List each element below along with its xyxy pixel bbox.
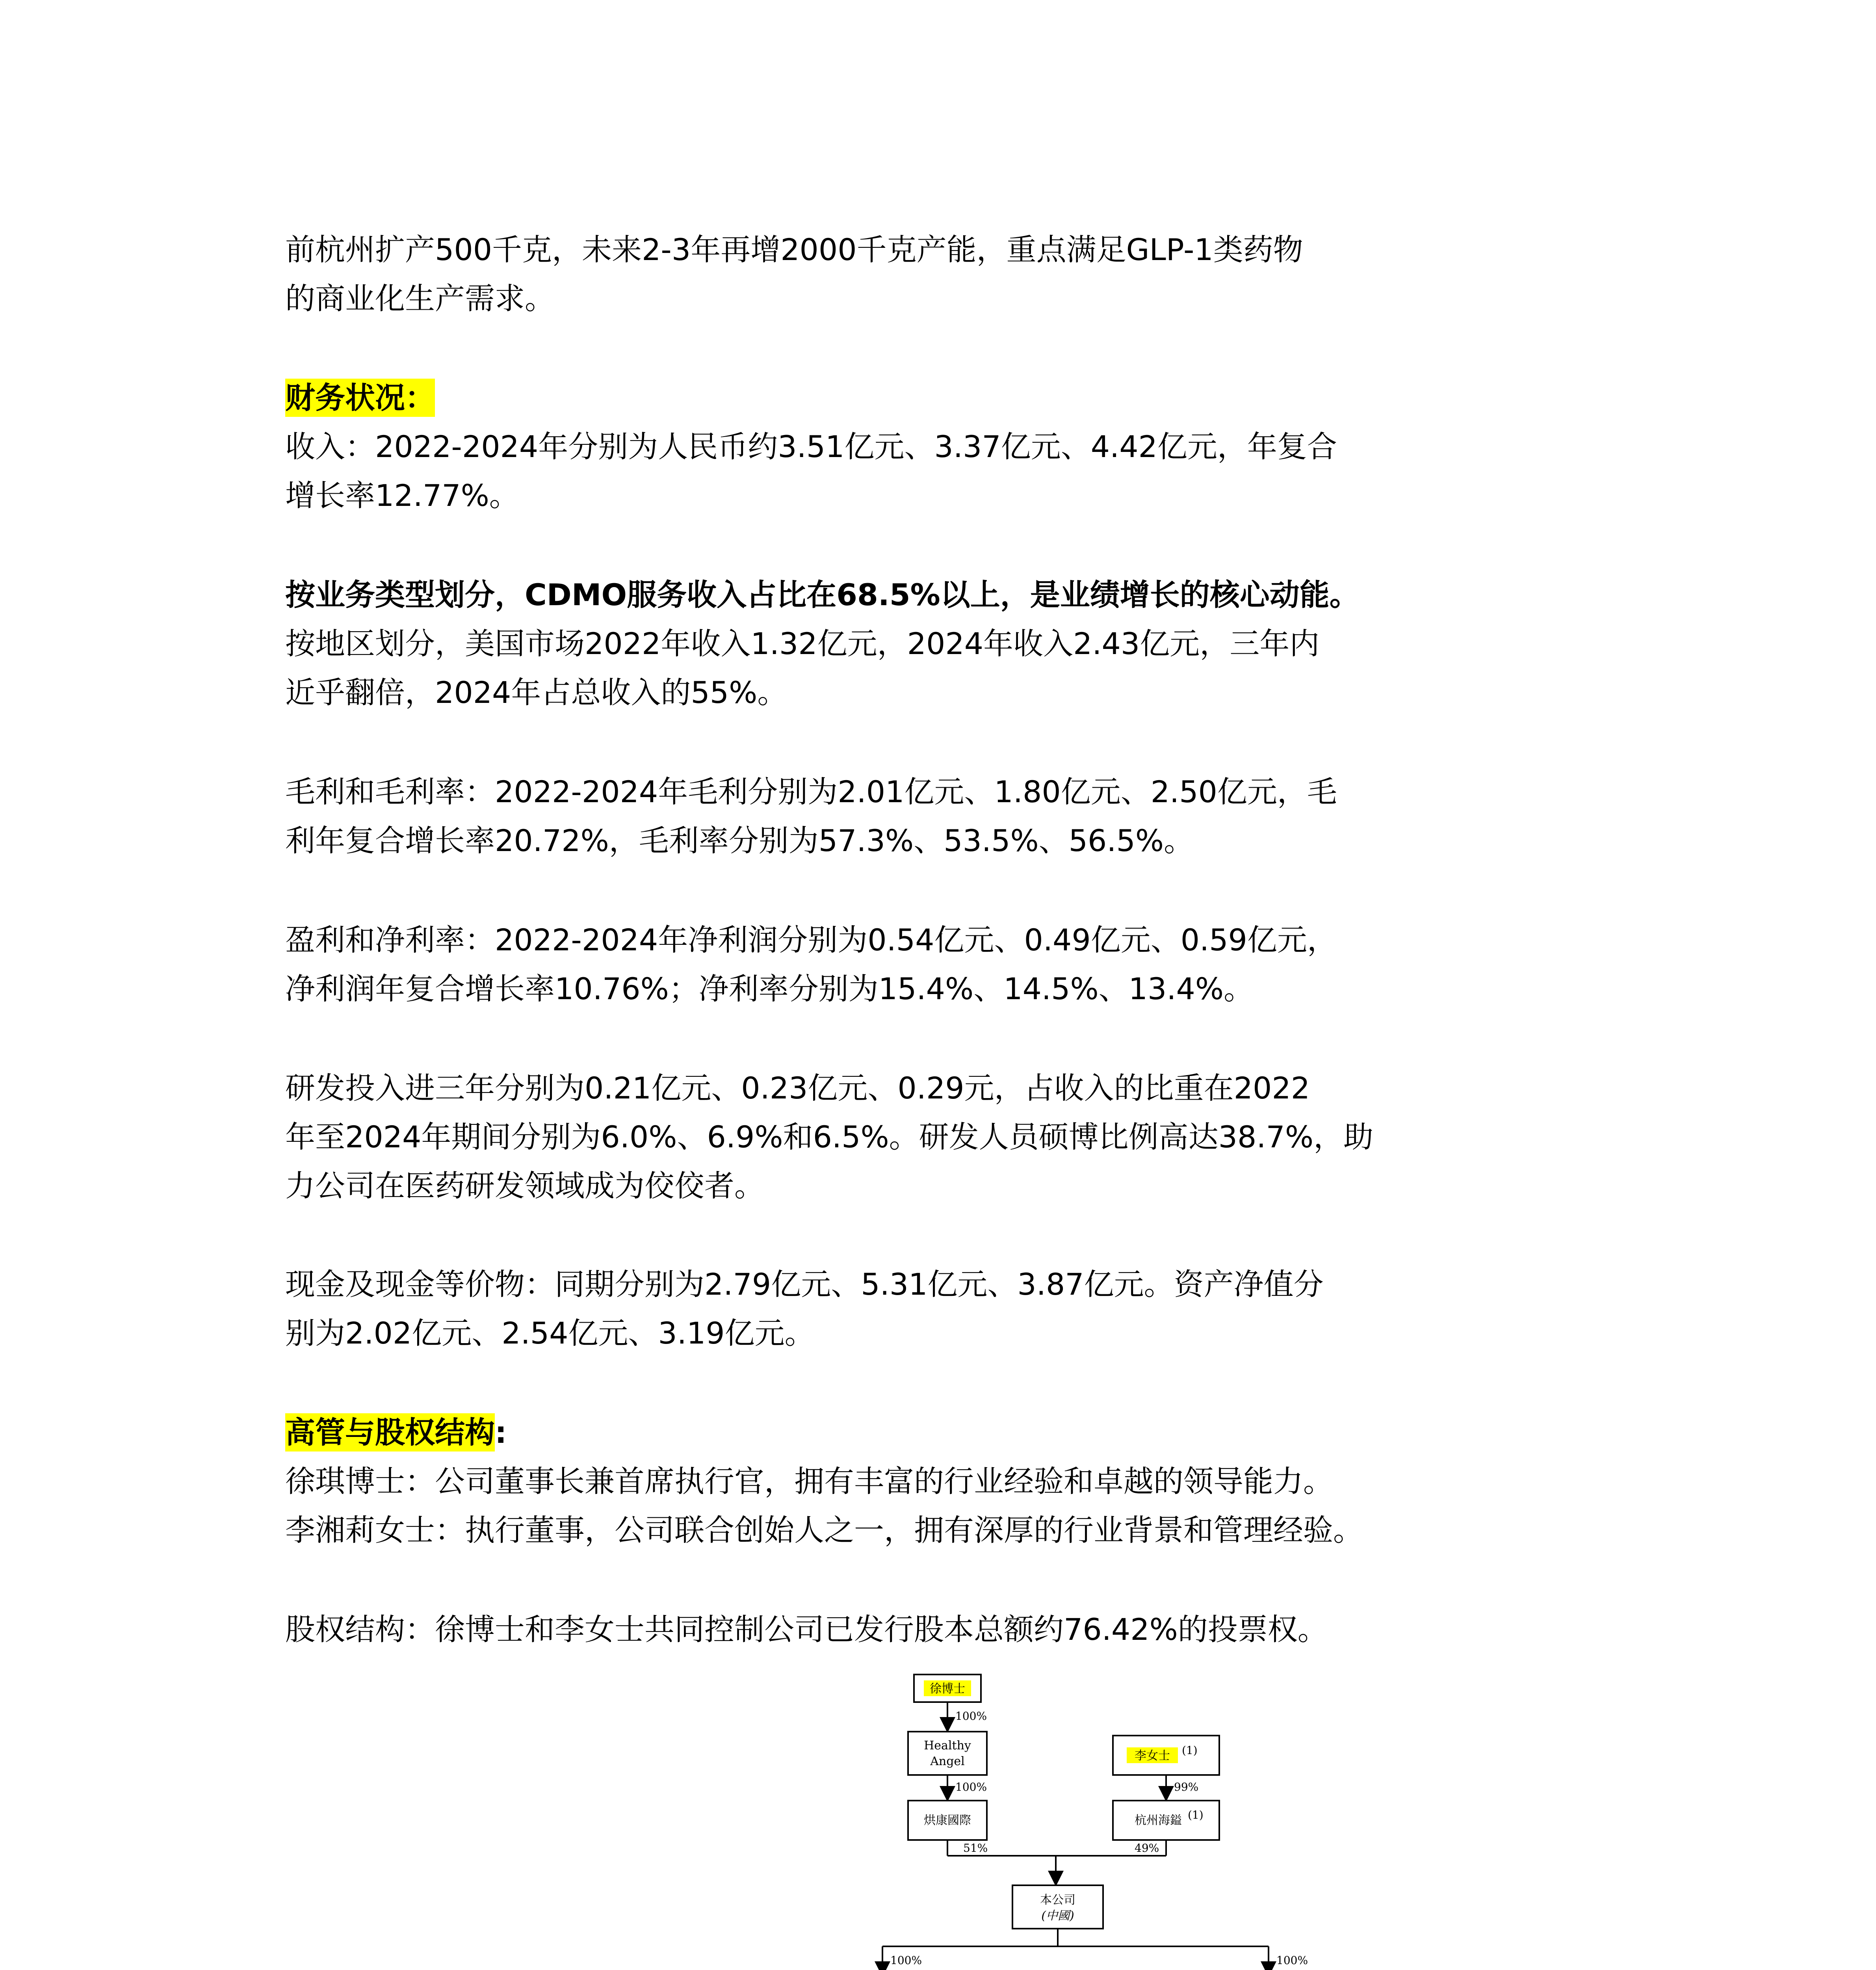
- company-loc: (中國): [1041, 1909, 1074, 1923]
- pct-51: 51%: [963, 1842, 988, 1855]
- hangzhou-haiyi-label: 杭州海鎰: [1135, 1814, 1182, 1827]
- segment-paragraph: 按业务类型划分，CDMO服务收入占比在68.5%以上，是业绩增长的核心动能。: [285, 577, 1360, 612]
- mgmt-heading: 高管与股权结构:: [285, 1408, 1601, 1457]
- zhongtai-pct: 100%: [890, 1954, 922, 1967]
- equity-paragraph: 股权结构：徐博士和李女士共同控制公司已发行股本总额约76.42%的投票权。: [285, 1612, 1328, 1647]
- gross-profit-paragraph: 毛利和毛利率：2022-2024年毛利分别为2.01亿元、1.80亿元、2.50亿元，毛 利年复合增长率20.72%，毛利率分别为57.3%、53.5%、56.5%。: [285, 774, 1337, 858]
- healthy-angel-label-2: Angel: [930, 1754, 965, 1768]
- healthy-angel-pct: 100%: [955, 1780, 987, 1793]
- xu-label: 徐博士: [930, 1682, 965, 1696]
- revenue-paragraph: 收入：2022-2024年分别为人民币约3.51亿元、3.37亿元、4.42亿元，年复合 增长率12.77%。: [285, 429, 1337, 513]
- healthy-angel-box: [908, 1732, 987, 1775]
- equity-structure-chart: [567, 1671, 1316, 1970]
- li-pct: 99%: [1174, 1780, 1199, 1793]
- cash-paragraph: 现金及现金等价物：同期分别为2.79亿元、5.31亿元、3.87亿元。资产净值分 别为2.02亿元、2.54亿元、3.19亿元。: [285, 1267, 1324, 1351]
- company-label: 本公司: [1040, 1893, 1075, 1907]
- rd-paragraph: 研发投入进三年分别为0.21亿元、0.23亿元、0.29元，占收入的比重在2022 年至2024年期间分别为6.0%、6.9%和6.5%。研发人员硕博比例高达38.7%，助 力公司在医药研发领域成为佼佼者。: [285, 1070, 1374, 1203]
- hangzhou-haiyi-note: (1): [1188, 1808, 1204, 1821]
- intro-paragraph: 前杭州扩产500千克，未来2-3年再增2000千克产能，重点满足GLP-1类药物 的商业化生产需求。: [285, 232, 1303, 316]
- li-label: 李女士: [1135, 1749, 1170, 1763]
- kangyong-pct: 100%: [1276, 1954, 1308, 1967]
- xu-pct: 100%: [955, 1710, 987, 1723]
- finance-heading: 财务状况：: [285, 374, 1601, 422]
- pct-49: 49%: [1135, 1842, 1159, 1855]
- li-note: (1): [1182, 1744, 1198, 1757]
- healthy-angel-label-1: Healthy: [924, 1739, 971, 1753]
- hongkang-label: 烘康國際: [924, 1814, 971, 1827]
- region-paragraph: 按地区划分，美国市场2022年收入1.32亿元，2024年收入2.43亿元，三年内 近乎翻倍，2024年占总收入的55%。: [285, 626, 1320, 710]
- net-profit-paragraph: 盈利和净利率：2022-2024年净利润分别为0.54亿元、0.49亿元、0.59亿元， 净利润年复合增长率10.76%；净利率分别为15.4%、14.5%、13.4%。: [285, 922, 1337, 1006]
- mgmt-paragraph: 徐琪博士：公司董事长兼首席执行官，拥有丰富的行业经验和卓越的领导能力。 李湘莉女士：执行董事，公司联合创始人之一，拥有深厚的行业背景和管理经验。: [285, 1464, 1363, 1548]
